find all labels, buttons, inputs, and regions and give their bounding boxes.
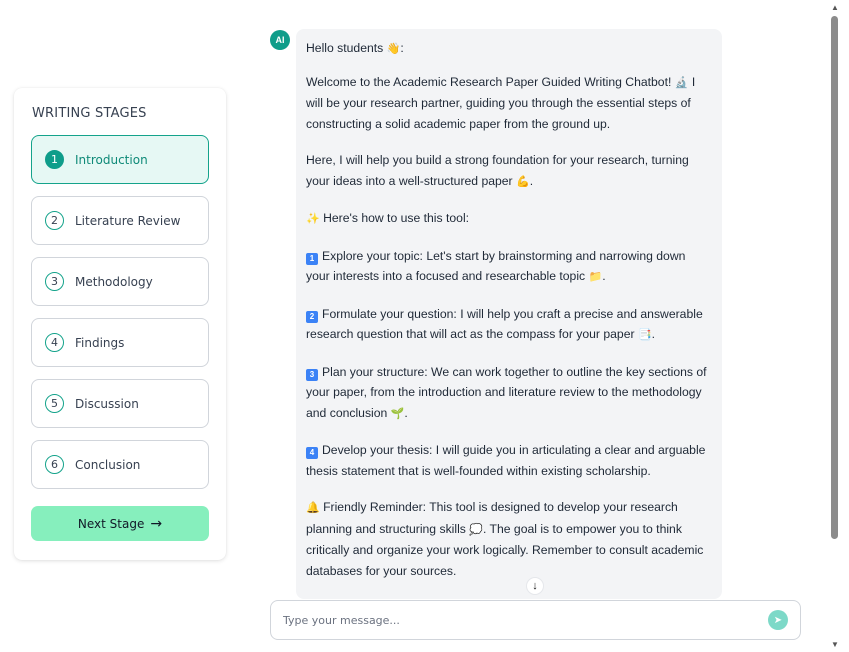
step-1-text: Explore your topic: Let's start by brainstorming and narrowing down your interests into a focused and researchable topic [306, 248, 686, 283]
stage-conclusion[interactable] [31, 440, 209, 489]
flexed-biceps-icon: 💪 [516, 175, 530, 188]
message-paragraph [306, 362, 712, 425]
ai-avatar: AI [270, 30, 290, 50]
wave-icon: 👋 [386, 43, 401, 55]
stage-methodology[interactable] [31, 257, 209, 306]
stage-literature-review[interactable] [31, 196, 209, 245]
scrollbar-thumb[interactable] [831, 16, 838, 539]
folder-icon: 📁 [588, 271, 603, 283]
step-2-text: Formulate your question: I will help you craft a precise and answerable research question that will act as the compass for your paper [306, 306, 703, 341]
scroll-up-icon[interactable]: ▲ [831, 3, 839, 12]
message-paragraph [306, 150, 712, 192]
message-paragraph [306, 246, 712, 288]
stage-discussion[interactable] [31, 379, 209, 428]
message-input[interactable] [283, 614, 768, 627]
stage-label: Conclusion [75, 457, 141, 472]
step-3-end: . [404, 405, 408, 420]
keycap-three-icon: 3 [306, 369, 318, 381]
stages-title: WRITING STAGES [32, 106, 147, 121]
scroll-to-bottom-button[interactable] [526, 577, 544, 595]
stage-label: Introduction [75, 152, 148, 167]
stage-number: 3 [45, 272, 64, 291]
arrow-down-icon: ↓ [532, 580, 538, 592]
microscope-icon: 🔬 [674, 76, 689, 89]
step-1-end: . [602, 269, 606, 283]
scroll-down-icon[interactable]: ▼ [831, 640, 839, 649]
message-paragraph [306, 72, 712, 135]
foundation-text-end: . [529, 173, 534, 188]
thought-bubble-icon: 💭 [469, 523, 483, 536]
stage-findings[interactable] [31, 318, 209, 367]
bell-icon: 🔔 [306, 502, 320, 514]
keycap-two-icon: 2 [306, 311, 318, 323]
keycap-four-icon: 4 [306, 447, 318, 459]
stage-label: Literature Review [75, 213, 181, 228]
send-button[interactable] [768, 610, 788, 630]
howto-text: Here's how to use this tool: [323, 211, 470, 225]
stage-number: 6 [45, 455, 64, 474]
stage-number: 5 [45, 394, 64, 413]
message-paragraph [306, 440, 712, 481]
stage-label: Methodology [75, 274, 153, 289]
message-paragraph [306, 208, 712, 230]
stage-number: 1 [45, 150, 64, 169]
reminder-text-rest: . The goal is to empower you to think critically and organize your work logically. Remember to consult academic databases for your sources. [306, 521, 704, 578]
step-2-end: . [651, 327, 656, 341]
next-stage-label: Next Stage [77, 516, 145, 531]
reminder-text: Friendly Reminder: This tool is designed to develop your research planning and structuring skills [306, 500, 678, 536]
message-paragraph [306, 304, 712, 346]
stage-number: 2 [45, 211, 64, 230]
welcome-text: Welcome to the Academic Research Paper Guided Writing Chatbot! [306, 74, 672, 89]
bookmark-tabs-icon: 📑 [637, 329, 652, 341]
foundation-text: Here, I will help you build a strong foundation for your research, turning your ideas into a well-structured paper [306, 153, 689, 188]
arrow-right-icon: → [150, 515, 163, 532]
greeting-suffix: : [400, 41, 404, 55]
page-scrollbar[interactable] [829, 0, 841, 652]
send-icon: ➤ [773, 614, 783, 626]
greeting-text: Hello students [306, 41, 384, 55]
keycap-one-icon: 1 [306, 253, 318, 265]
message-greeting [306, 38, 712, 60]
message-composer [270, 600, 801, 640]
stage-label: Discussion [75, 396, 139, 411]
stage-number: 4 [45, 333, 64, 352]
step-4-text: Develop your thesis: I will guide you in articulating a clear and arguable thesis statement that is well-founded within existing scholarship. [306, 443, 706, 478]
sparkles-icon: ✨ [306, 213, 320, 225]
ai-message-bubble [296, 29, 722, 599]
stage-introduction[interactable] [31, 135, 209, 184]
message-paragraph [306, 497, 712, 581]
seedling-icon: 🌱 [390, 407, 405, 420]
next-stage-button[interactable] [31, 506, 209, 541]
stage-label: Findings [75, 335, 125, 350]
step-3-text: Plan your structure: We can work together to outline the key sections of your paper, from the introduction and literature review to the methodology and conclusion [306, 364, 707, 420]
welcome-text-rest: I will be your research partner, guiding you through the essential steps of constructing a solid academic paper from the ground up. [306, 74, 696, 131]
writing-stages-panel [14, 88, 226, 560]
